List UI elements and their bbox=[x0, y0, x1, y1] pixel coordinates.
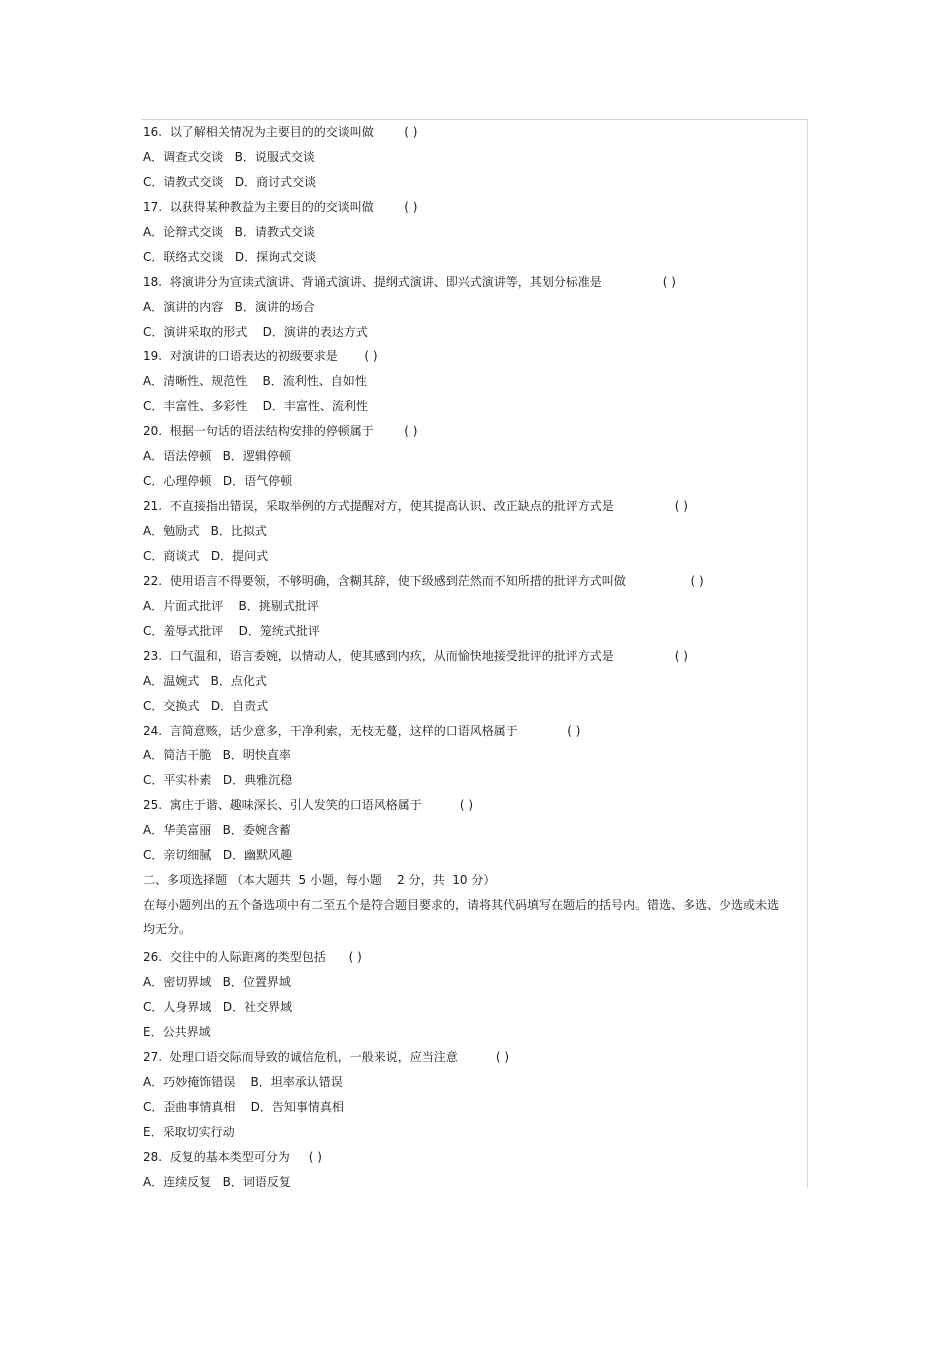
option-line: A．清晰性、规范性 B．流利性、自如性 bbox=[143, 374, 367, 389]
option-line: A．勉励式 B．比拟式 bbox=[143, 524, 267, 538]
question-22: 22. 使用语言不得要领，不够明确，含糊其辞，使下级感到茫然而不知所措的批评方式叫做 ( ) bbox=[143, 573, 704, 588]
question-16: 16. 以了解相关情况为主要目的的交谈叫做 ( ) bbox=[143, 125, 418, 139]
option-line: E．采取切实行动 bbox=[143, 1124, 235, 1139]
question-27: 27. 处理口语交际而导致的诚信危机，一般来说，应当注意 ( ) bbox=[143, 1049, 510, 1064]
option-line: A．语法停顿 B．逻辑停顿 bbox=[143, 449, 291, 464]
section-heading: 二、多项选择题 （本大题共 5 小题，每小题 2 分，共 10 分） bbox=[143, 873, 496, 888]
option-line: C．亲切细腻 D．幽默风趣 bbox=[143, 848, 293, 863]
option-line: C．平实朴素 D．典雅沉稳 bbox=[143, 773, 293, 788]
option-line: A．演讲的内容 B．演讲的场合 bbox=[143, 299, 315, 314]
section-instruction: 在每小题列出的五个备选项中有二至五个是符合题目要求的，请将其代码填写在题后的括号内。错选、多选、少选或未选均无分。 bbox=[143, 898, 780, 937]
option-line: C．交换式 D．自责式 bbox=[143, 698, 269, 713]
option-line: A．简洁干脆 B．明快直率 bbox=[143, 748, 291, 763]
option-line: C．羞辱式批评 D．笼统式批评 bbox=[143, 623, 320, 638]
option-line: A．连续反复 B．词语反复 bbox=[143, 1174, 291, 1189]
option-line: C．商谈式 D．提问式 bbox=[143, 548, 269, 563]
question-19: 19. 对演讲的口语表达的初级要求是 ( ) bbox=[143, 349, 378, 364]
exam-content bbox=[143, 120, 783, 1194]
question-18: 18. 将演讲分为宣读式演讲、背诵式演讲、提纲式演讲、即兴式演讲等，其划分标准是 ( ) bbox=[143, 274, 676, 289]
question-17: 17. 以获得某种教益为主要目的的交谈叫做 ( ) bbox=[143, 199, 418, 214]
option-line: A．论辩式交谈 B．请教式交谈 bbox=[143, 224, 315, 239]
question-26: 26. 交往中的人际距离的类型包括 ( ) bbox=[143, 950, 362, 965]
option-line: A．温婉式 B．点化式 bbox=[143, 673, 267, 688]
question-28: 28. 反复的基本类型可分为 ( ) bbox=[143, 1149, 322, 1164]
option-line: C．演讲采取的形式 D．演讲的表达方式 bbox=[143, 324, 368, 339]
question-25: 25. 寓庄于谐、趣味深长、引人发笑的口语风格属于 ( ) bbox=[143, 798, 474, 813]
option-line: A．调查式交谈 B．说服式交谈 bbox=[143, 149, 315, 164]
option-line: C．请教式交谈 D．商讨式交谈 bbox=[143, 174, 317, 189]
question-24: 24. 言简意赅，话少意多，干净利索，无枝无蔓，这样的口语风格属于 ( ) bbox=[143, 723, 581, 738]
option-line: A．密切界域 B．位置界域 bbox=[143, 975, 291, 989]
option-line: A．华美富丽 B．委婉含蓄 bbox=[143, 823, 291, 838]
option-line: A．巧妙掩饰错误 B．坦率承认错误 bbox=[143, 1074, 343, 1089]
option-line: C．人身界域 D．社交界域 bbox=[143, 999, 293, 1014]
question-20: 20. 根据一句话的语法结构安排的停顿属于 ( ) bbox=[143, 424, 418, 439]
option-line: C．心理停顿 D．语气停顿 bbox=[143, 474, 293, 489]
option-line: C．联络式交谈 D．探询式交谈 bbox=[143, 249, 317, 264]
option-line: E．公共界域 bbox=[143, 1024, 211, 1039]
question-21: 21. 不直接指出错误，采取举例的方式提醒对方，使其提高认识、改正缺点的批评方式是 ( ) bbox=[143, 499, 688, 514]
option-line: A．片面式批评 B．挑剔式批评 bbox=[143, 598, 319, 613]
question-23: 23. 口气温和，语言委婉，以情动人，使其感到内疚，从而愉快地接受批评的批评方式是 ( ) bbox=[143, 648, 688, 663]
option-line: C．歪曲事情真相 D．告知事情真相 bbox=[143, 1099, 344, 1114]
option-line: C．丰富性、多彩性 D．丰富性、流利性 bbox=[143, 399, 368, 414]
